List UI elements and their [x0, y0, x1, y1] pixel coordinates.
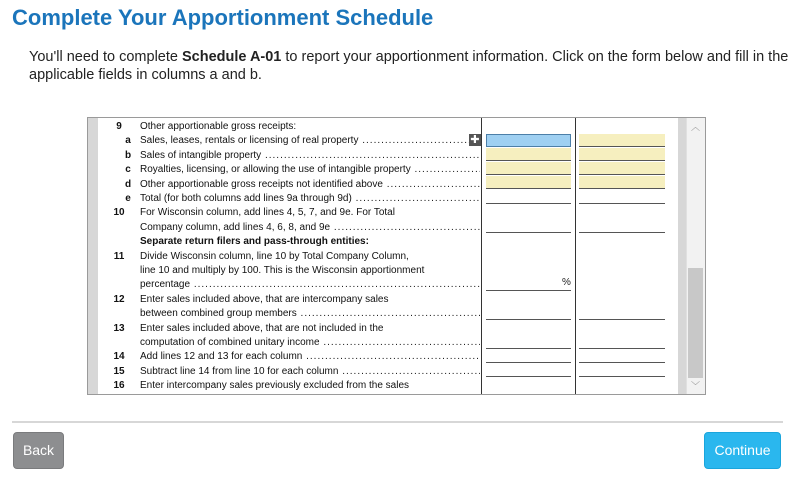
field-14-total[interactable]	[579, 350, 665, 363]
field-10-wisconsin[interactable]	[486, 220, 571, 233]
form-viewer[interactable]	[87, 117, 706, 395]
field-12-wisconsin[interactable]	[486, 307, 571, 320]
field-13-wisconsin[interactable]	[486, 336, 571, 349]
line-number: 9	[116, 121, 122, 132]
line-text: Enter sales included above, that are intercompany sales	[140, 293, 389, 305]
form-line	[88, 149, 478, 163]
field-9d-total[interactable]	[579, 176, 665, 189]
form-line	[88, 307, 478, 321]
intro-text	[29, 48, 789, 84]
schedule-name: Schedule A-01	[181, 49, 282, 65]
line-number: 16	[113, 380, 125, 392]
form-line	[88, 235, 478, 249]
field-9a-wisconsin[interactable]	[486, 134, 571, 147]
line-text: Royalties, licensing, or allowing the use of intangible property .....	[140, 163, 480, 177]
line-text: Company column, add lines 4, 6, 8, and 9e .....	[140, 221, 480, 235]
line-text: percentage .....	[140, 278, 480, 292]
line-text: Add lines 12 and 13 for each column .....	[140, 350, 480, 364]
line-number: 12	[113, 293, 125, 305]
line-text: Other apportionable gross receipts not identified above .....	[140, 178, 480, 192]
scroll-down-icon[interactable]: ﹀	[690, 381, 700, 391]
field-15-wisconsin[interactable]	[486, 364, 571, 377]
form-line	[88, 192, 478, 206]
form-line	[88, 120, 478, 134]
move-handle-icon[interactable]: ✚	[470, 134, 480, 146]
field-9d-wisconsin[interactable]	[486, 176, 571, 189]
form-line	[88, 293, 478, 307]
line-text: between combined group members .....	[140, 307, 480, 321]
form-line	[88, 322, 478, 336]
line-text: For Wisconsin column, add lines 4, 5, 7, and 9e. For Total	[140, 207, 395, 219]
column-divider-a	[481, 118, 482, 394]
line-letter: c	[125, 164, 131, 176]
intro-after: to report your apportionment information. Click on the form below and fill in the applicable fields in columns a and b.	[29, 49, 789, 83]
line-number: 10	[113, 207, 125, 219]
line-letter: a	[125, 135, 131, 147]
viewer-gutter-right	[678, 118, 686, 394]
continue-button[interactable]: Continue	[704, 432, 781, 469]
field-9e-wisconsin[interactable]	[486, 191, 571, 204]
form-line	[88, 379, 478, 393]
line-text: Other apportionable gross receipts:	[140, 121, 297, 132]
line-number: 15	[113, 365, 125, 377]
field-9e-total[interactable]	[579, 191, 665, 204]
line-text: Enter sales included above, that are not included in the	[140, 322, 384, 334]
form-line	[88, 206, 478, 220]
percent-sign: %	[562, 277, 571, 288]
line-text: Sales of intangible property .....	[140, 149, 480, 163]
field-12-total[interactable]	[579, 307, 665, 320]
line-text: line 10 and multiply by 100. This is the Wisconsin apportionment	[140, 265, 425, 276]
line-letter: d	[124, 178, 132, 190]
form-line	[88, 350, 478, 364]
field-10-total[interactable]	[579, 220, 665, 233]
line-number: 13	[113, 322, 125, 334]
form-line	[88, 134, 478, 148]
page-title: Complete Your Apportionment Schedule	[12, 5, 434, 30]
form-line	[88, 178, 478, 192]
line-number: 14	[113, 351, 125, 363]
scroll-up-icon[interactable]: ︿	[690, 122, 700, 132]
form-line	[88, 221, 478, 235]
footer-divider	[12, 421, 783, 423]
field-13-total[interactable]	[579, 336, 665, 349]
line-number: 11	[113, 250, 125, 262]
column-divider-b	[575, 118, 576, 394]
field-9b-total[interactable]	[579, 148, 665, 161]
line-text: Total (for both columns add lines 9a through 9d) .....	[140, 192, 480, 206]
intro-before: You'll need to complete	[29, 49, 182, 65]
line-text: Sales, leases, rentals or licensing of real property .....	[140, 134, 480, 148]
form-line	[88, 336, 478, 350]
form-line	[88, 250, 478, 264]
line-letter: b	[124, 149, 132, 161]
line-text: Divide Wisconsin column, line 10 by Total Company Column,	[140, 250, 409, 262]
form-line	[88, 264, 478, 278]
field-9b-wisconsin[interactable]	[486, 148, 571, 161]
line-text: Subtract line 14 from line 10 for each column .....	[140, 365, 480, 379]
line-text: computation of combined unitary income .....	[140, 336, 480, 350]
form-line	[88, 163, 478, 177]
field-11-percentage[interactable]	[486, 278, 571, 291]
scrollbar-thumb[interactable]	[688, 268, 703, 378]
field-9a-total[interactable]	[579, 134, 665, 147]
field-15-total[interactable]	[579, 364, 665, 377]
line-letter: e	[125, 193, 131, 204]
line-text: Separate return filers and pass-through entities:	[140, 236, 369, 248]
field-14-wisconsin[interactable]	[486, 350, 571, 363]
field-9c-wisconsin[interactable]	[486, 162, 571, 175]
back-button[interactable]: Back	[13, 432, 64, 469]
line-text: Enter intercompany sales previously excluded from the sales	[140, 380, 410, 392]
field-9c-total[interactable]	[579, 162, 665, 175]
form-line	[88, 278, 478, 292]
form-line	[88, 365, 478, 379]
